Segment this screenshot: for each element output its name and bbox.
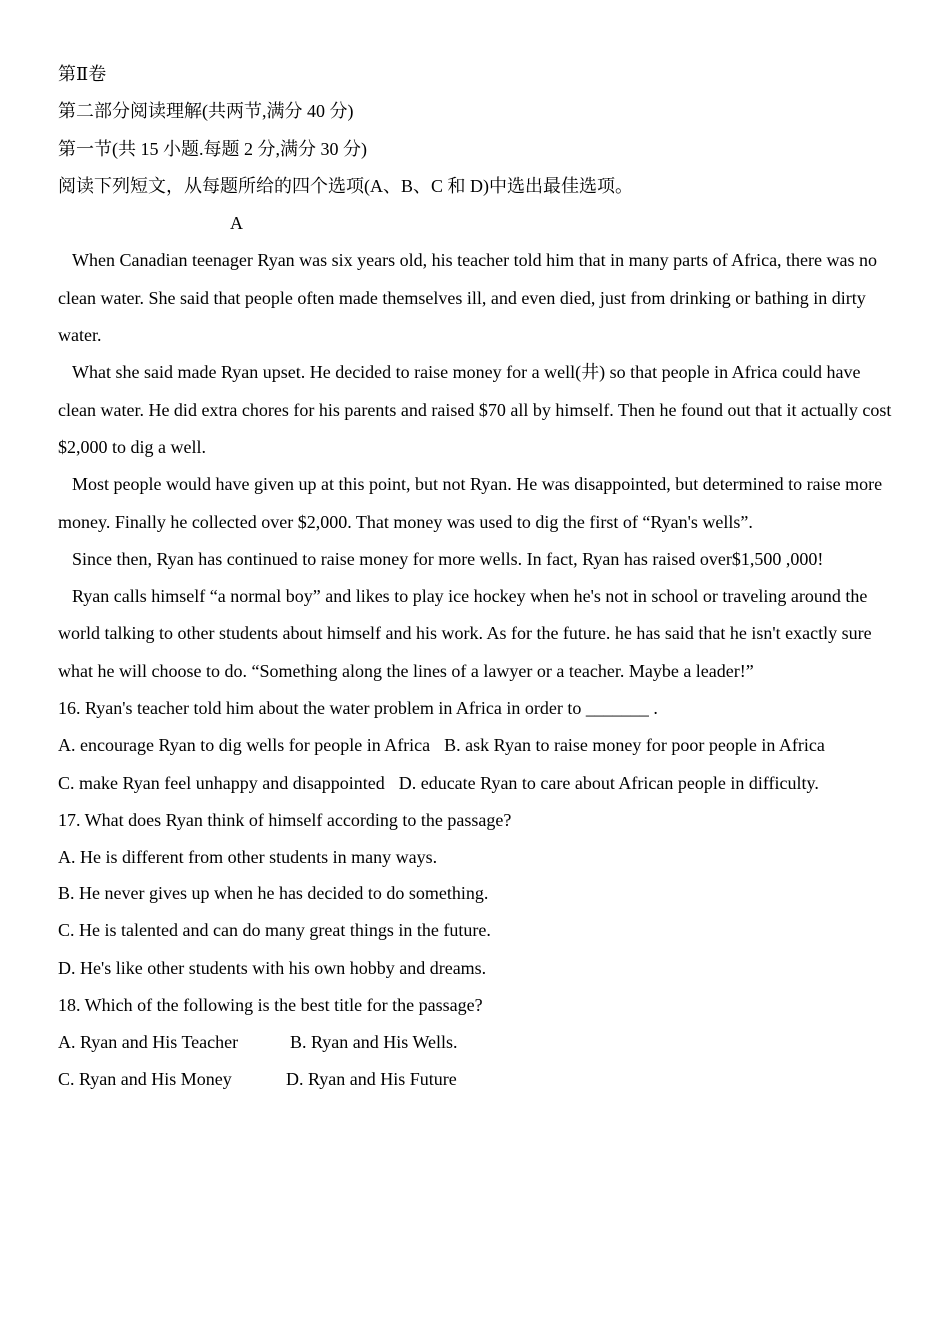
question-16-options-row-2 [58,765,898,802]
question-16-option-b: B. ask Ryan to raise money for poor people in Africa [444,735,825,756]
question-18-options-row-1 [58,1024,898,1061]
question-18-options-row-2 [58,1061,898,1098]
question-16-stem: 16. Ryan's teacher told him about the water problem in Africa in order to _______ . [58,698,658,719]
passage-paragraph: When Canadian teenager Ryan was six years old, his teacher told him that in many parts of Africa, there was no clean water. She said that people often made themselves ill, and even died, just from drinking or bathing in dirty water. [58,250,878,346]
question-17-stem: 17. What does Ryan think of himself according to the passage? [58,809,512,830]
question-18-option-c: C. Ryan and His Money [58,1069,232,1090]
question-16-option-c: C. make Ryan feel unhappy and disappointed [58,772,385,793]
question-16-option-d: D. educate Ryan to care about African people in difficulty. [398,772,819,793]
passage-paragraph: What she said made Ryan upset. He decided to raise money for a well(井) so that people in Africa could have clean water. He did extra chores for his parents and raised $70 all by himself. Then he found out that it actually cost $2,000 to dig a well. [58,362,892,457]
passage-paragraph: Since then, Ryan has continued to raise money for more wells. In fact, Ryan has raised over$1,500 ,000! [72,548,824,569]
instruction-text: 阅读下列短文，从每题所给的四个选项(A、B、C 和 D)中选出最佳选项。 [58,175,633,196]
question-16-option-a: A. encourage Ryan to dig wells for people in Africa [58,735,431,756]
question-18-option-a: A. Ryan and His Teacher [58,1032,239,1053]
question-17-option-c: C. He is talented and can do many great things in the future. [58,920,491,941]
question-18-option-d: D. Ryan and His Future [286,1069,457,1090]
question-17-option-b: B. He never gives up when he has decided to do something. [58,883,489,904]
volume-heading: 第Ⅱ卷 [58,64,107,84]
question-16-options-row-1 [58,727,898,764]
section-heading: 第一节(共 15 小题.每题 2 分,满分 30 分) [58,138,367,159]
question-17-option-d: D. He's like other students with his own hobby and dreams. [58,957,487,978]
passage-label: A [230,213,243,234]
passage-paragraph: Ryan calls himself “a normal boy” and likes to play ice hockey when he's not in school or traveling around the world talking to other students about himself and his work. As for the future. he has said that he isn't exactly sure what he will choose to do. “Something along the lines of a lawyer or a teacher. Maybe a leader!” [58,586,872,681]
question-18-option-b: B. Ryan and His Wells. [290,1032,458,1053]
part-heading: 第二部分阅读理解(共两节,满分 40 分) [58,101,354,122]
exam-page [58,56,898,1099]
question-17-option-a: A. He is different from other students in many ways. [58,847,438,868]
passage-paragraph: Most people would have given up at this point, but not Ryan. He was disappointed, but determined to raise more money. Finally he collected over $2,000. That money was used to dig the first of “Ryan's wells”. [58,474,883,532]
question-18-stem: 18. Which of the following is the best title for the passage? [58,994,483,1015]
